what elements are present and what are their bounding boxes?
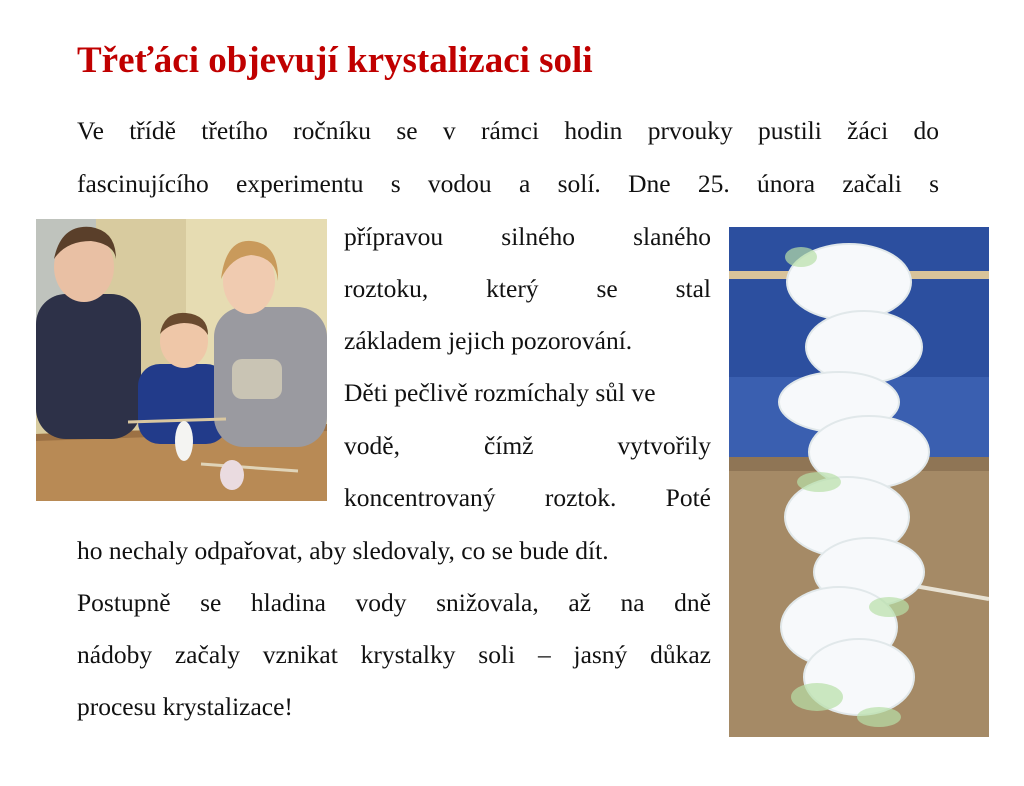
paragraph-line-2: fascinujícího experimentu s vodou a solí. Dne 25. února začali s	[77, 169, 939, 198]
paragraph-line-3: přípravou silného slaného	[344, 222, 711, 251]
paragraph-line-10: Postupně se hladina vody snižovala, až na dně	[77, 588, 711, 617]
paragraph-line-9: ho nechaly odpařovat, aby sledovaly, co se bude dít.	[77, 536, 609, 565]
paragraph-line-1: Ve třídě třetího ročníku se v rámci hodin prvouky pustili žáci do	[77, 116, 939, 145]
paragraph-line-12: procesu krystalizace!	[77, 692, 293, 721]
salt-crystal-photo	[729, 227, 989, 737]
paragraph-line-5: základem jejich pozorování.	[344, 326, 633, 355]
article-title: Třeťáci objevují krystalizaci soli	[77, 40, 593, 81]
paragraph-line-8: koncentrovaný roztok. Poté	[344, 483, 711, 512]
paragraph-line-4: roztoku, který se stal	[344, 274, 711, 303]
paragraph-line-6: Děti pečlivě rozmíchaly sůl ve	[344, 378, 656, 407]
children-photo	[36, 219, 327, 501]
paragraph-line-11: nádoby začaly vznikat krystalky soli – jasný důkaz	[77, 640, 711, 669]
paragraph-line-7: vodě, čímž vytvořily	[344, 431, 711, 460]
